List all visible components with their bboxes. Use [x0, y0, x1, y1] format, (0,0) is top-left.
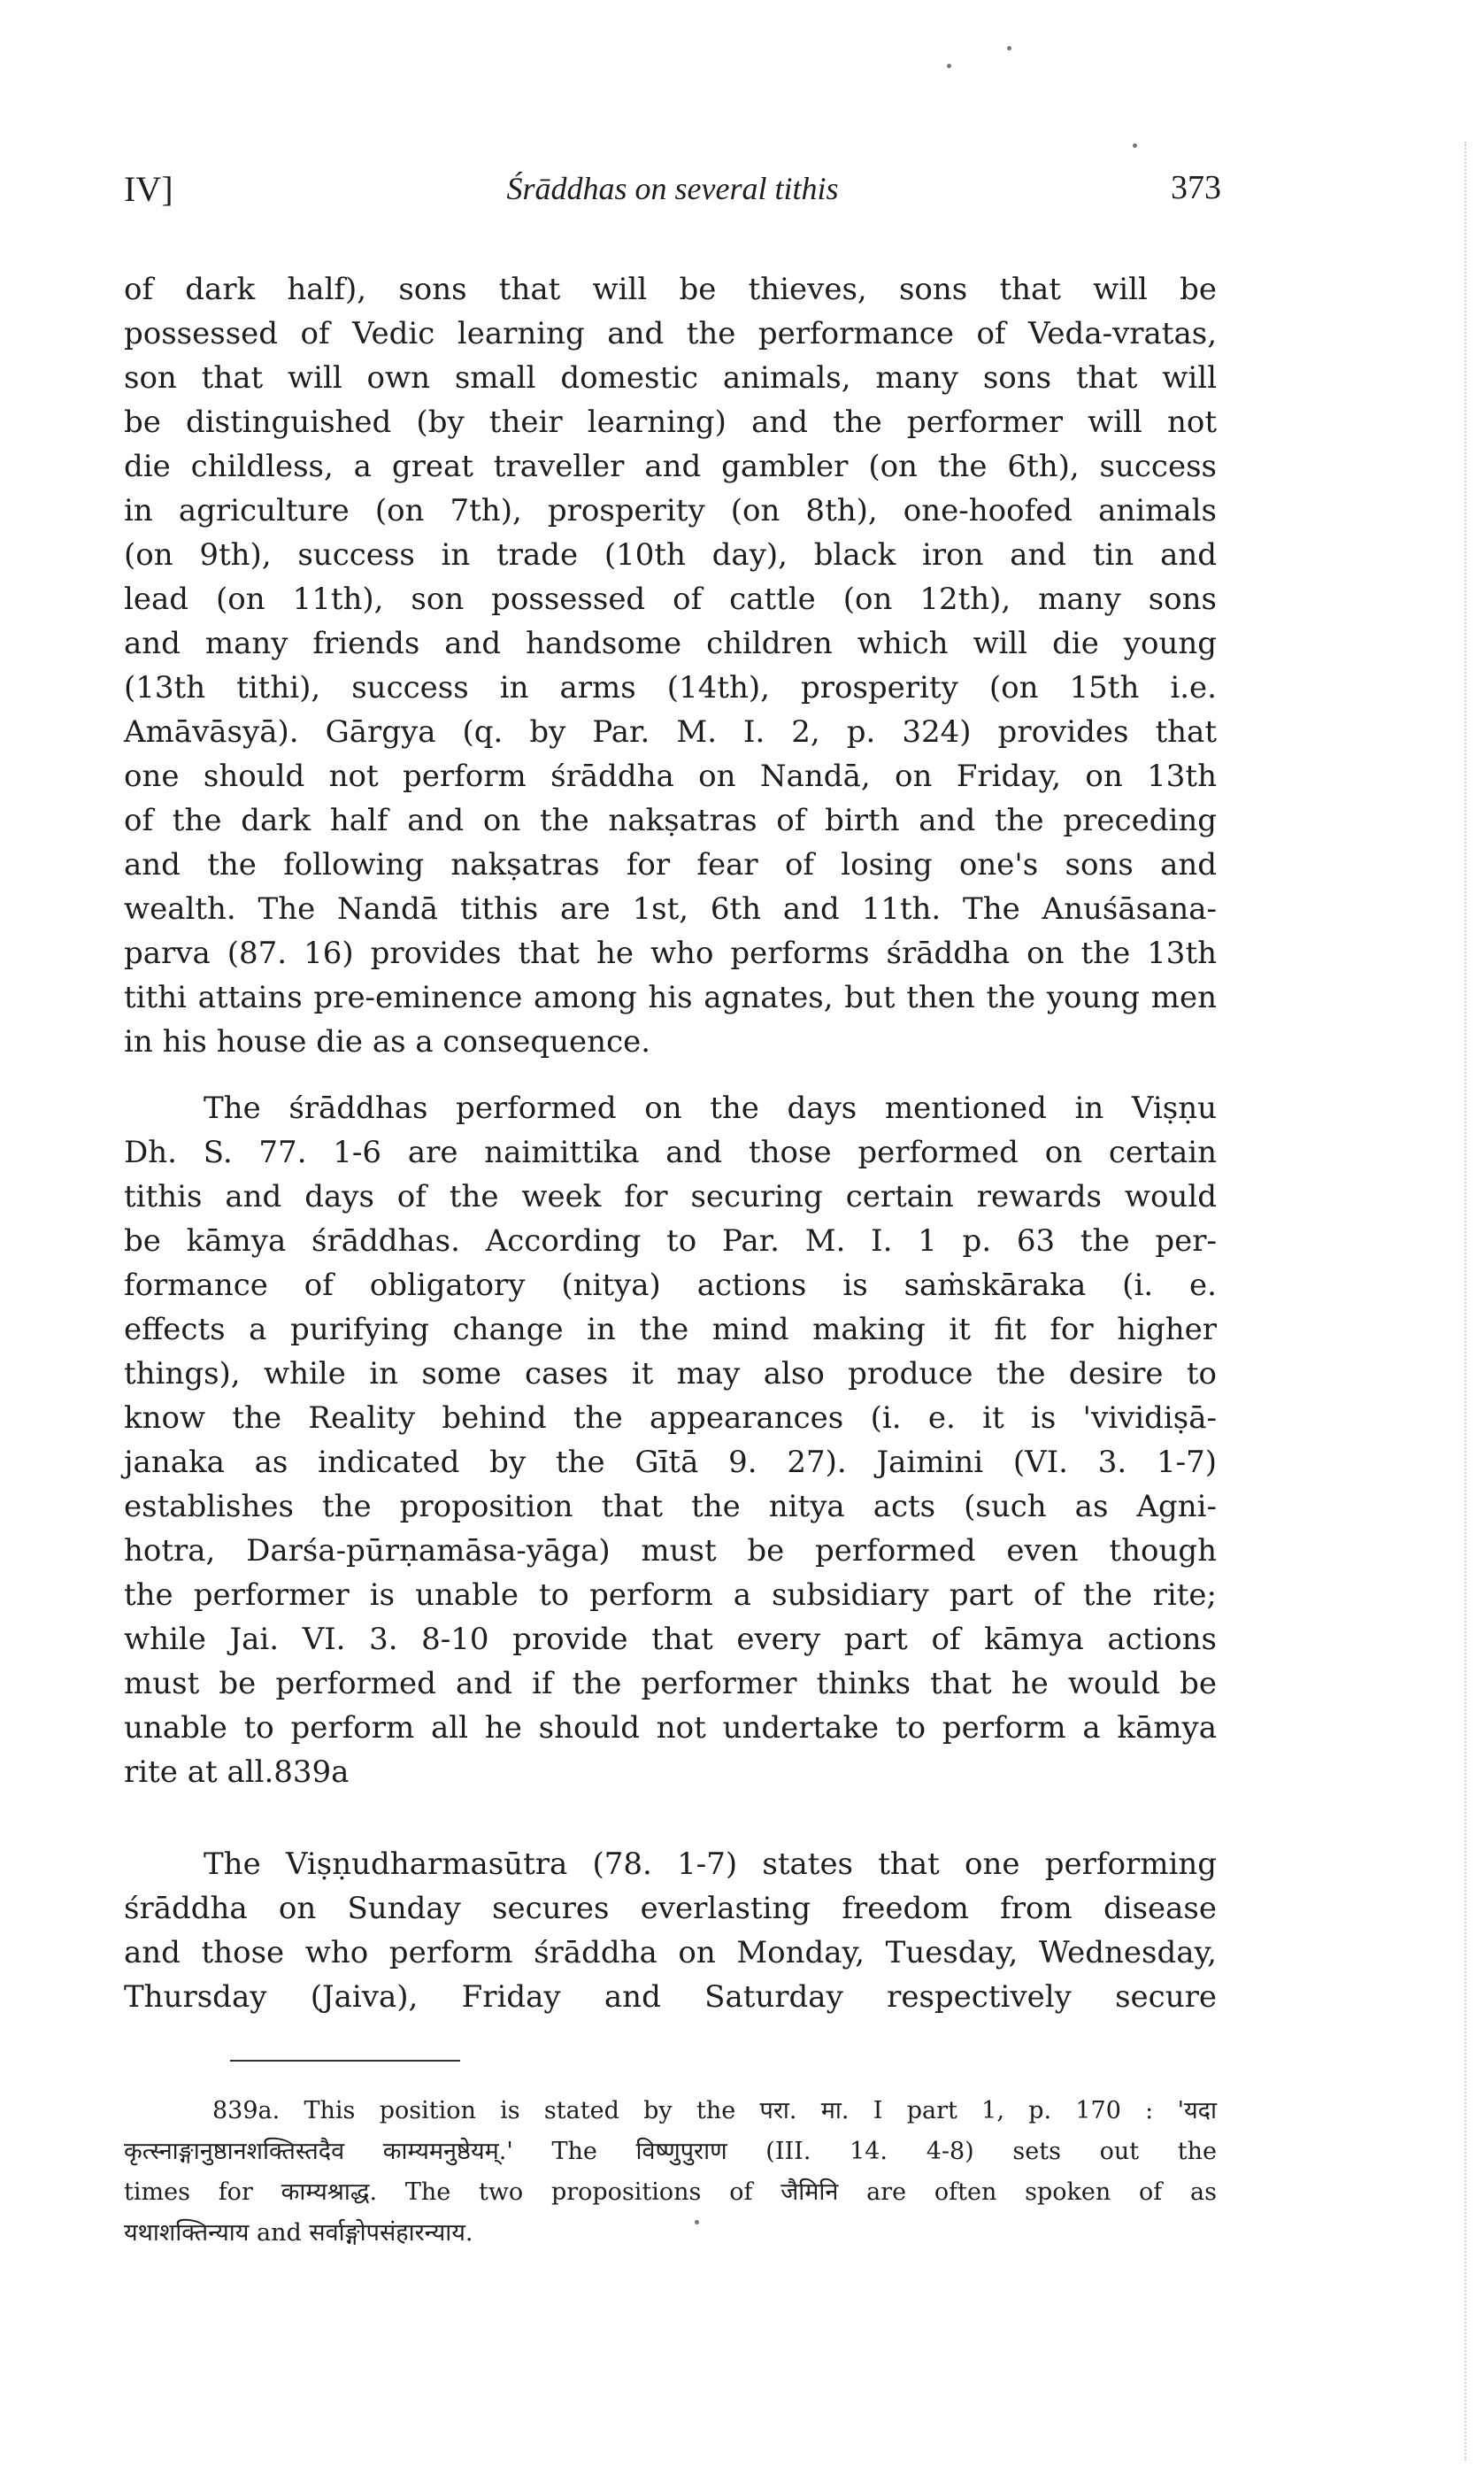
footnote-line: times for काम्यश्राद्ध. The two propositions of जैमिनि are often spoken of as [124, 2178, 1217, 2206]
running-title: Śrāddhas on several tithis [506, 171, 839, 206]
footnote-line: यथाशक्तिन्याय and सर्वाङ्गोपसंहारन्याय. [124, 2219, 473, 2247]
text-line: die childless, a great traveller and gambler (on the 6th), success [124, 449, 1217, 484]
text-line: effects a purifying change in the mind making it fit for higher [124, 1312, 1217, 1347]
scan-speck [1007, 46, 1011, 50]
text-line: things), while in some cases it may also produce the desire to [124, 1356, 1217, 1392]
text-line: one should not perform śrāddha on Nandā, on Friday, on 13th [124, 759, 1217, 794]
text-line: The Viṣṇudharmasūtra (78. 1-7) states that one performing [204, 1846, 1217, 1882]
scan-speck [1133, 143, 1137, 148]
text-line: parva (87. 16) provides that he who performs śrāddha on the 13th [124, 936, 1217, 971]
text-line: and those who perform śrāddha on Monday, Tuesday, Wednesday, [124, 1935, 1217, 1970]
footnote-line: कृत्स्नाङ्गानुष्ठानशक्तिस्तदैव काम्यमनुष्ठेयम्.' The विष्णुपुराण (III. 14. 4-8) sets out the [124, 2138, 1217, 2165]
text-line: while Jai. VI. 3. 8-10 provide that every part of kāmya actions [124, 1622, 1217, 1657]
scan-edge-line [1465, 142, 1466, 2461]
text-line: Dh. S. 77. 1-6 are naimittika and those performed on certain [124, 1135, 1217, 1170]
text-line: tithi attains pre-eminence among his agnates, but then the young men [124, 980, 1217, 1015]
text-line: be kāmya śrāddhas. According to Par. M. I. 1 p. 63 the per- [124, 1223, 1217, 1259]
running-header [124, 168, 1221, 212]
paragraph-2 [124, 1086, 1217, 1794]
text-line: (13th tithi), success in arms (14th), prosperity (on 15th i.e. [124, 670, 1217, 705]
text-line: in agriculture (on 7th), prosperity (on 8th), one-hoofed animals [124, 493, 1217, 528]
text-line: The śrāddhas performed on the days mentioned in Viṣṇu [204, 1091, 1217, 1126]
text-line: unable to perform all he should not undertake to perform a kāmya [124, 1710, 1217, 1746]
text-line: wealth. The Nandā tithis are 1st, 6th and 11th. The Anuśāsana- [124, 891, 1217, 927]
footnote-line: 839a. This position is stated by the परा. मा. I part 1, p. 170 : 'यदा [212, 2097, 1217, 2124]
text-line: Thursday (Jaiva), Friday and Saturday respectively secure [124, 1979, 1217, 2015]
text-line: formance of obligatory (nitya) actions is saṁskāraka (i. e. [124, 1268, 1217, 1303]
paragraph-3 [124, 1842, 1217, 2019]
text-line: and many friends and handsome children which will die young [124, 626, 1217, 661]
page-number: 373 [1171, 169, 1221, 206]
text-line: the performer is unable to perform a subsidiary part of the rite; [124, 1577, 1217, 1613]
text-line: and the following nakṣatras for fear of losing one's sons and [124, 847, 1217, 883]
text-line: rite at all.839a [124, 1754, 350, 1790]
text-line: must be performed and if the performer thinks that he would be [124, 1666, 1217, 1701]
text-line: possessed of Vedic learning and the performance of Veda-vratas, [124, 316, 1217, 351]
text-line: lead (on 11th), son possessed of cattle (on 12th), many sons [124, 582, 1217, 617]
text-line: janaka as indicated by the Gītā 9. 27). Jaimini (VI. 3. 1-7) [124, 1445, 1217, 1480]
text-line: of the dark half and on the nakṣatras of birth and the preceding [124, 803, 1217, 838]
text-line: know the Reality behind the appearances (i. e. it is 'vividiṣā- [124, 1400, 1217, 1436]
text-line: son that will own small domestic animals, many sons that will [124, 360, 1217, 396]
paragraph-1 [124, 267, 1217, 1064]
footnote [124, 2091, 1217, 2254]
text-line: be distinguished (by their learning) and the performer will not [124, 405, 1217, 440]
text-line: establishes the proposition that the nitya acts (such as Agni- [124, 1489, 1217, 1524]
text-line: in his house die as a consequence. [124, 1024, 651, 1060]
text-line: śrāddha on Sunday secures everlasting freedom from disease [124, 1891, 1217, 1926]
footnote-rule [230, 2060, 460, 2062]
scan-speck [695, 2220, 699, 2224]
chapter-number: IV] [124, 169, 173, 209]
text-line: (on 9th), success in trade (10th day), black iron and tin and [124, 537, 1217, 573]
text-line: tithis and days of the week for securing certain rewards would [124, 1179, 1217, 1214]
scan-speck [947, 64, 951, 68]
text-line: of dark half), sons that will be thieves, sons that will be [124, 272, 1217, 307]
text-line: hotra, Darśa-pūrṇamāsa-yāga) must be performed even though [124, 1533, 1217, 1569]
text-line: Amāvāsyā). Gārgya (q. by Par. M. I. 2, p. 324) provides that [124, 714, 1217, 750]
